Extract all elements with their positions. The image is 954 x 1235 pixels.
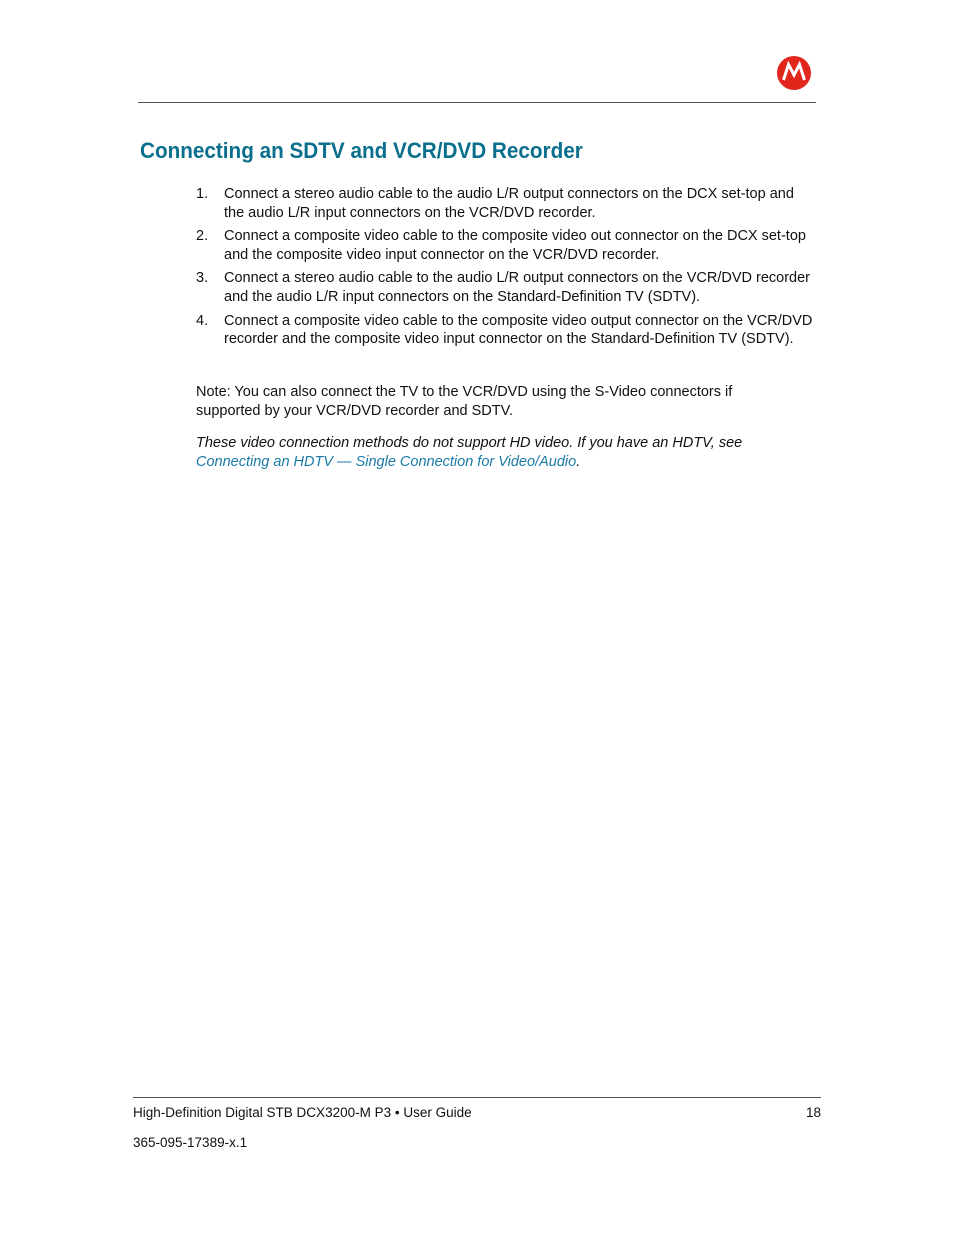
step-text: Connect a composite video cable to the composite video output connector on the VCR/DVD recorder and the composite video input connector on the Standard-Definition TV (SDTV).	[224, 312, 813, 348]
header-divider	[138, 102, 816, 103]
list-item	[196, 312, 816, 349]
step-text: Connect a composite video cable to the composite video out connector on the DCX set-top and the composite video input connector on the VCR/DVD recorder.	[224, 228, 806, 263]
step-number: 2.	[196, 228, 209, 245]
step-text: Connect a stereo audio cable to the audio L/R output connectors on the DCX set-top and the audio L/R input connectors on the VCR/DVD recorder.	[224, 186, 794, 221]
page-title: Connecting an SDTV and VCR/DVD Recorder	[140, 138, 583, 163]
step-number: 4.	[196, 312, 209, 329]
hdtv-connection-link[interactable]: Connecting an HDTV — Single Connection for Video/Audio	[196, 453, 577, 470]
page-number: 18	[805, 1105, 821, 1120]
list-item	[196, 269, 816, 306]
document-number: 365-095-17389-x.1	[133, 1135, 248, 1150]
step-number: 3.	[196, 270, 209, 287]
list-item	[196, 185, 816, 222]
hd-video-note	[196, 434, 816, 471]
svideo-note: Note: You can also connect the TV to the VCR/DVD using the S-Video connectors if supported by your VCR/DVD recorder and SDTV.	[196, 384, 733, 419]
steps-list	[196, 185, 816, 354]
hd-note-text: These video connection methods do not support HD video. If you have an HDTV, see	[196, 435, 743, 451]
footer-guide-title: High-Definition Digital STB DCX3200-M P3 • User Guide	[133, 1105, 472, 1120]
list-item	[196, 227, 816, 264]
step-text: Connect a stereo audio cable to the audio L/R output connectors on the VCR/DVD recorder and the audio L/R input connectors on the Standard-Definition TV (SDTV).	[224, 270, 810, 305]
hd-note-suffix: .	[576, 453, 581, 470]
motorola-logo-icon	[777, 56, 811, 90]
step-number: 1.	[196, 186, 209, 202]
footer-divider	[133, 1097, 821, 1098]
